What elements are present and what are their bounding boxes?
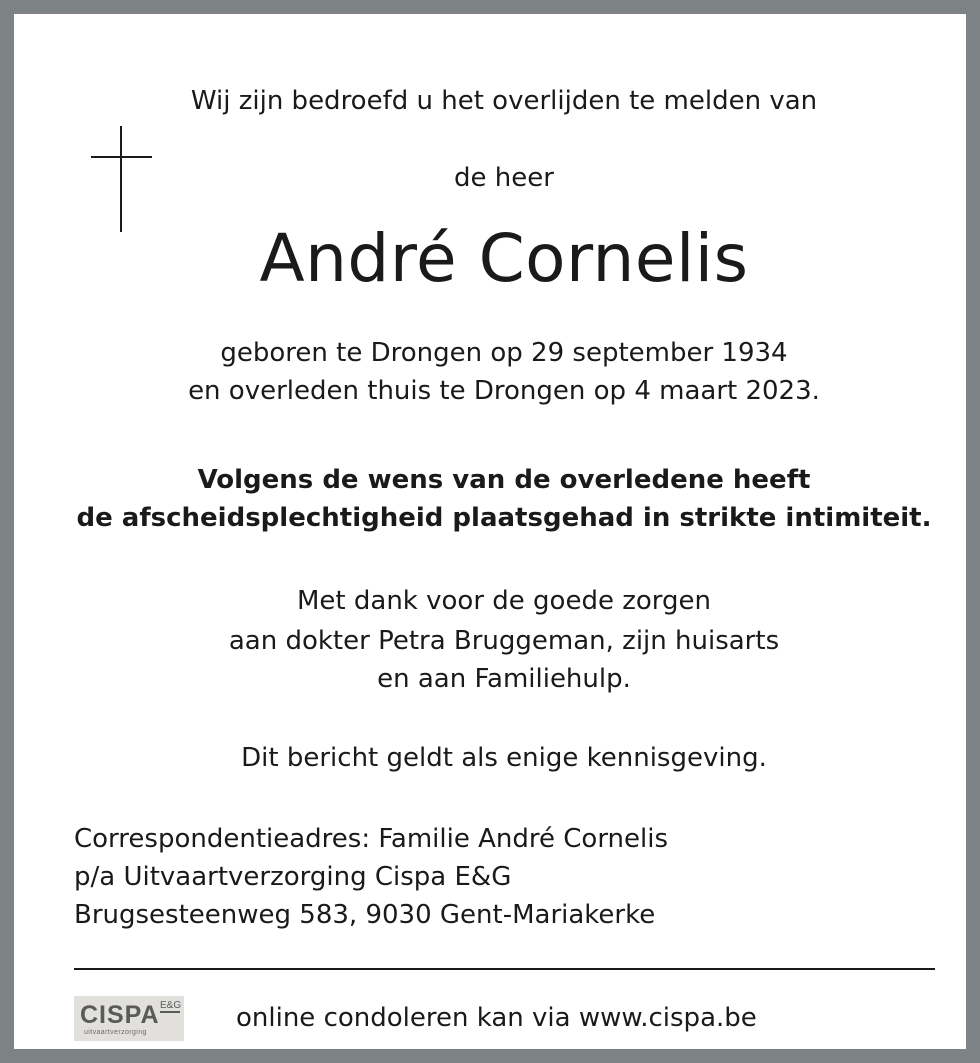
thanks-line-2: aan dokter Petra Bruggeman, zijn huisarts [228,626,780,656]
cross-icon-bar [91,156,152,158]
cispa-logo [74,996,184,1041]
correspondence-line-1: Correspondentieadres: Familie André Cornelis [74,824,669,854]
intro-text: Wij zijn bedroefd u het overlijden te melden van [190,86,818,116]
notice-line-2: de afscheidsplechtigheid plaatsgehad in strikte intimiteit. [76,503,932,533]
birth-text: geboren te Drongen op 29 september 1934 [220,338,788,368]
notice-line-1: Volgens de wens van de overledene heeft [197,465,811,495]
logo-suffix-text: E&G [160,1000,182,1011]
condolence-link-text[interactable]: online condoleren kan via www.cispa.be [236,1003,757,1033]
death-text: en overleden thuis te Drongen op 4 maart 2023. [188,376,820,406]
thanks-line-1: Met dank voor de goede zorgen [297,586,711,616]
thanks-line-3: en aan Familiehulp. [377,664,631,694]
title-text: de heer [454,163,554,193]
correspondence-line-3: Brugsesteenweg 583, 9030 Gent-Mariakerke [74,900,656,930]
logo-sub-text: uitvaartverzorging [84,1029,147,1036]
logo-main-text: CISPA [80,1001,160,1029]
logo-bar [160,1011,180,1013]
deceased-name: André Cornelis [259,220,749,297]
divider [74,968,935,970]
announcement-text: Dit bericht geldt als enige kennisgeving. [241,743,767,773]
correspondence-line-2: p/a Uitvaartverzorging Cispa E&G [74,862,512,892]
